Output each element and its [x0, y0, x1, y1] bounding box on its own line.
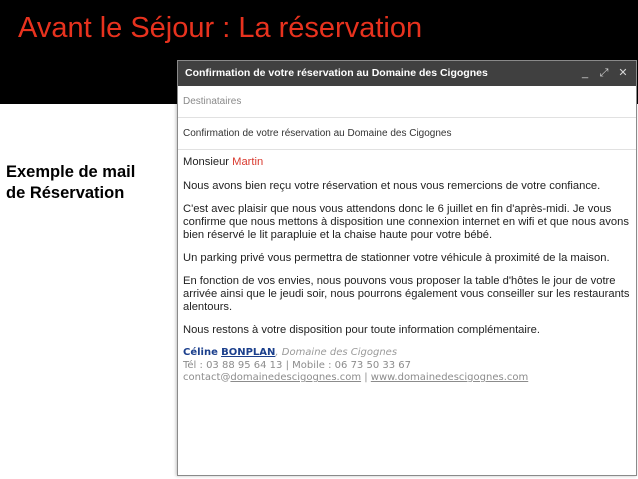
mail-header — [178, 61, 636, 86]
signature-email-prefix: contact@ — [183, 372, 231, 383]
greeting — [183, 156, 631, 169]
signature-name-line — [183, 347, 631, 360]
greeting-name: Martin — [232, 156, 264, 168]
mail-window — [177, 60, 637, 476]
signature — [183, 347, 631, 385]
body-paragraph-3: Un parking privé vous permettra de stationner votre véhicule à proximité de la maison. — [183, 252, 610, 264]
signature-contact-line — [183, 372, 631, 385]
signature-phone: Tél : 03 88 95 64 13 | Mobile : 06 73 50 33 67 — [183, 359, 411, 371]
recipients-field[interactable] — [178, 86, 636, 118]
signature-first-name: Céline — [183, 347, 218, 358]
window-controls — [580, 65, 628, 81]
expand-icon[interactable]: ⤢ — [599, 67, 609, 79]
body-paragraph-2: C'est avec plaisir que nous vous attendons donc le 6 juillet en fin d'après-midi. Je vous confirme que nous mettons à disposition une connexion internet en wifi et que nous avons bien réservé le lit parapluie et la chaise haute pour votre bébé. — [183, 203, 629, 241]
signature-last-name: BONPLAN — [221, 347, 276, 358]
mail-body[interactable] — [178, 150, 636, 385]
mail-window-title: Confirmation de votre réservation au Domaine des Cigognes — [185, 67, 488, 79]
signature-website-link[interactable]: www.domainedescigognes.com — [370, 372, 529, 383]
signature-company: , Domaine des Cigognes — [275, 347, 398, 358]
slide-title: Avant le Séjour : La réservation — [18, 12, 423, 44]
close-icon[interactable]: ✕ — [618, 67, 628, 79]
signature-separator: | — [361, 372, 371, 383]
minimize-icon[interactable]: _ — [581, 67, 589, 79]
signature-email-link[interactable]: domainedescigognes.com — [230, 372, 362, 383]
subject-text: Confirmation de votre réservation au Domaine des Cigognes — [183, 128, 452, 139]
greeting-word: Monsieur — [183, 156, 230, 168]
body-paragraph-1: Nous avons bien reçu votre réservation et nous vous remercions de votre confiance. — [183, 180, 601, 192]
side-label: Exemple de mail de Réservation — [6, 163, 136, 202]
recipients-placeholder: Destinataires — [183, 96, 242, 107]
body-paragraph-4: En fonction de vos envies, nous pouvons vous proposer la table d'hôtes le jour de votre arrivée ainsi que le jeudi soir, nous pourrons également vous conseiller sur les restaurants alentours. — [183, 275, 630, 313]
subject-field[interactable] — [178, 118, 636, 150]
body-paragraph-5: Nous restons à votre disposition pour toute information complémentaire. — [183, 324, 540, 336]
